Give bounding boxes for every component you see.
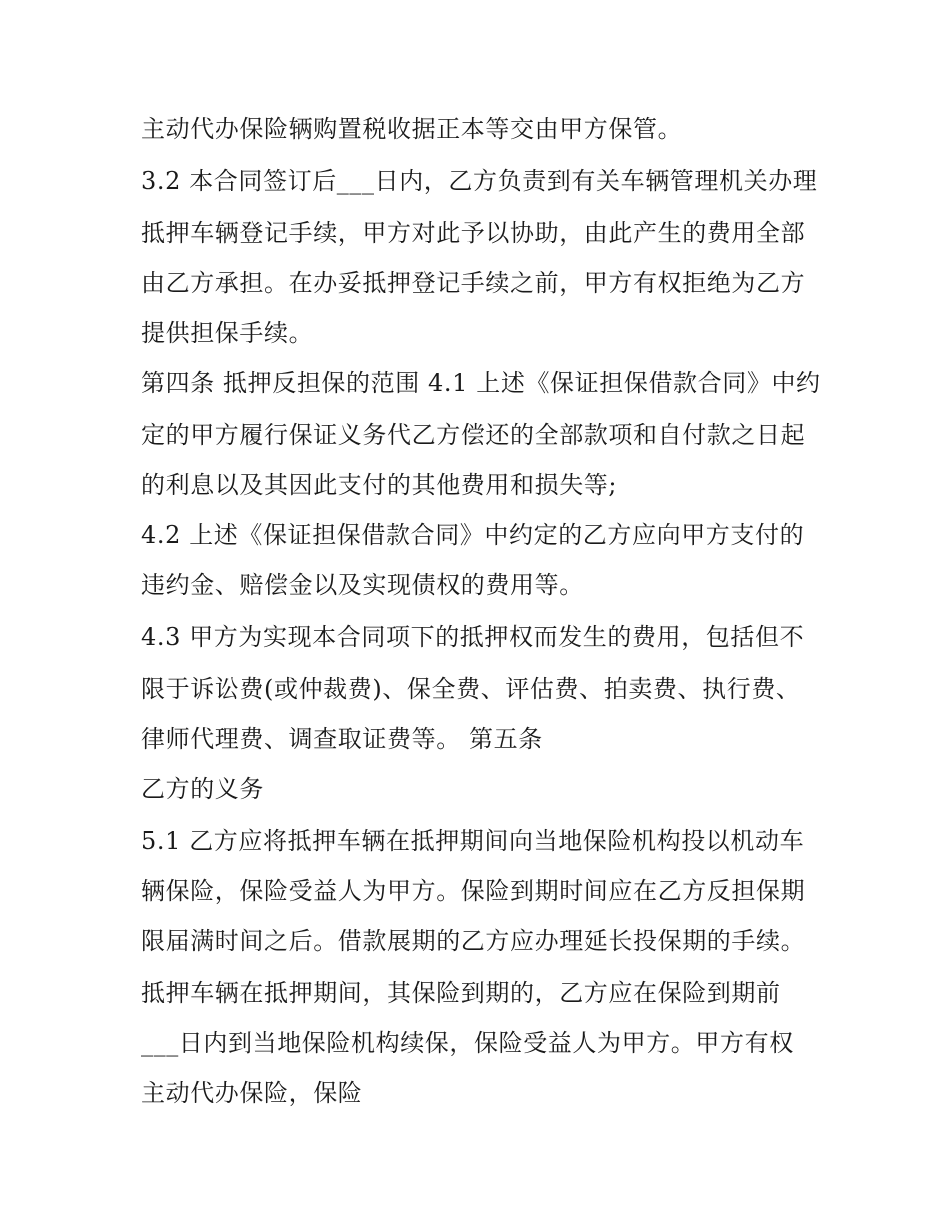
text-line: 4.3 甲方为实现本合同项下的抵押权而发生的费用，包括但不 — [141, 623, 805, 651]
text-line: 5.1 乙方应将抵押车辆在抵押期间向当地保险机构投以机动车 — [141, 827, 805, 855]
text-line: 的利息以及其因此支付的其他费用和损失等; — [141, 471, 618, 499]
text-line: 主动代办保险辆购置税收据正本等交由甲方保管。 — [141, 115, 683, 143]
text-line: ___日内到当地保险机构续保，保险受益人为甲方。甲方有权 — [141, 1029, 794, 1057]
text-line: 抵押车辆登记手续，甲方对此予以协助，由此产生的费用全部 — [141, 219, 806, 247]
text-line: 主动代办保险，保险 — [141, 1079, 363, 1107]
text-line: 提供担保手续。 — [141, 319, 314, 347]
text-line: 定的甲方履行保证义务代乙方偿还的全部款项和自付款之日起 — [141, 421, 806, 449]
text-line: 限于诉讼费(或仲裁费)、保全费、评估费、拍卖费、执行费、 — [141, 675, 801, 703]
text-line: 3.2 本合同签订后___日内，乙方负责到有关车辆管理机关办理 — [141, 167, 818, 195]
text-line: 抵押车辆在抵押期间，其保险到期的，乙方应在保险到期前 — [141, 979, 781, 1007]
text-line: 律师代理费、调查取证费等。 第五条 — [141, 725, 543, 753]
text-line: 辆保险，保险受益人为甲方。保险到期时间应在乙方反担保期 — [141, 877, 806, 905]
text-line: 限届满时间之后。借款展期的乙方应办理延长投保期的手续。 — [141, 927, 806, 955]
text-line: 第四条 抵押反担保的范围 4.1 上述《保证担保借款合同》中约 — [141, 369, 821, 397]
text-line: 乙方的义务 — [141, 775, 264, 803]
text-line: 4.2 上述《保证担保借款合同》中约定的乙方应向甲方支付的 — [141, 521, 805, 549]
text-line: 违约金、赔偿金以及实现债权的费用等。 — [141, 571, 584, 599]
text-line: 由乙方承担。在办妥抵押登记手续之前，甲方有权拒绝为乙方 — [141, 269, 806, 297]
